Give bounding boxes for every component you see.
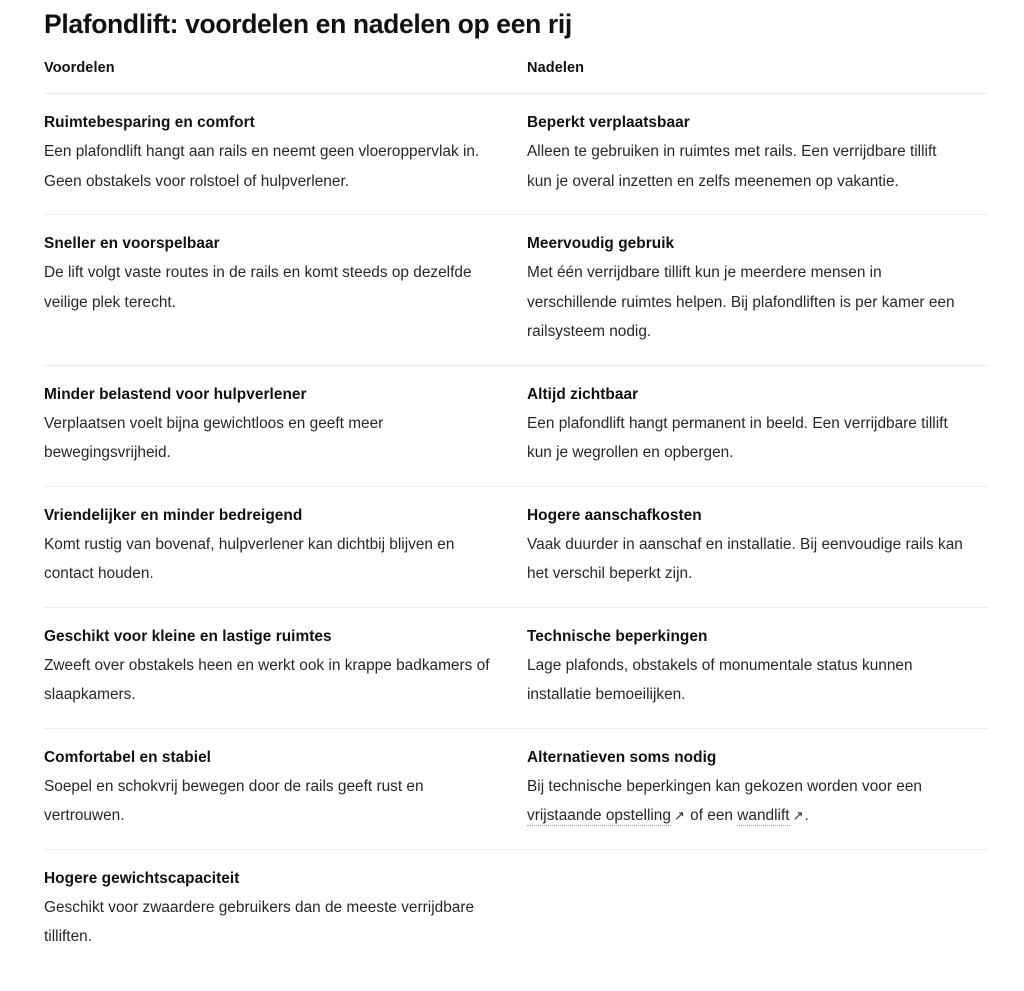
external-link-icon: ↗ bbox=[792, 808, 804, 823]
pro-body: Verplaatsen voelt bijna gewichtloos en geeft meer bewegingsvrijheid. bbox=[44, 414, 384, 461]
pro-body: Soepel en schokvrij bewegen door de rails geeft rust en vertrouwen. bbox=[44, 777, 424, 824]
table-row bbox=[44, 365, 988, 486]
pro-cell bbox=[44, 728, 527, 849]
pro-cell bbox=[44, 215, 527, 366]
pros-cons-table bbox=[44, 58, 988, 970]
link-wandlift[interactable]: wandlift bbox=[737, 807, 790, 824]
table-row bbox=[44, 215, 988, 366]
pro-title: Vriendelijker en minder bedreigend bbox=[44, 506, 303, 524]
table-row bbox=[44, 486, 988, 607]
pro-title: Geschikt voor kleine en lastige ruimtes bbox=[44, 627, 332, 645]
pro-cell bbox=[44, 607, 527, 728]
column-header-pros: Voordelen bbox=[44, 58, 527, 94]
table-row bbox=[44, 849, 988, 970]
con-body-middle: of een bbox=[685, 807, 738, 824]
con-cell-empty bbox=[527, 849, 988, 970]
pro-title: Minder belastend voor hulpverlener bbox=[44, 385, 307, 403]
con-body: Vaak duurder in aanschaf en installatie. Bij eenvoudige rails kan het verschil beperkt zijn. bbox=[527, 535, 963, 582]
pro-cell bbox=[44, 365, 527, 486]
column-header-cons: Nadelen bbox=[527, 58, 988, 94]
pro-title: Ruimtebesparing en comfort bbox=[44, 114, 255, 131]
con-title: Beperkt verplaatsbaar bbox=[527, 114, 690, 131]
external-link-icon: ↗ bbox=[673, 808, 685, 823]
con-title: Meervoudig gebruik bbox=[527, 235, 675, 252]
con-cell bbox=[527, 94, 988, 215]
con-body-lead: Bij technische beperkingen kan gekozen worden voor een bbox=[527, 777, 922, 795]
con-cell bbox=[527, 365, 988, 486]
con-body: Alleen te gebruiken in ruimtes met rails. Een verrijdbare tillift kun je overal inzetten en zelfs meenemen op vakantie. bbox=[527, 143, 937, 190]
con-body-with-links bbox=[527, 772, 964, 831]
table-row bbox=[44, 94, 988, 215]
pro-body: De lift volgt vaste routes in de rails en komt steeds op dezelfde veilige plek terecht. bbox=[44, 264, 472, 311]
pro-cell bbox=[44, 849, 527, 970]
con-title: Technische beperkingen bbox=[527, 627, 708, 645]
pro-body: Zweeft over obstakels heen en werkt ook in krappe badkamers of slaapkamers. bbox=[44, 656, 490, 703]
empty-placeholder bbox=[527, 868, 964, 869]
table-header-row bbox=[44, 58, 988, 94]
pro-cell bbox=[44, 486, 527, 607]
table-row bbox=[44, 728, 988, 849]
table-body bbox=[44, 94, 988, 970]
table-header bbox=[44, 58, 988, 94]
pro-body: Een plafondlift hangt aan rails en neemt geen vloeroppervlak in. Geen obstakels voor rolstoel of hulpverlener. bbox=[44, 143, 480, 190]
con-cell bbox=[527, 486, 988, 607]
pro-cell bbox=[44, 94, 527, 215]
con-cell bbox=[527, 215, 988, 366]
pro-title: Comfortabel en stabiel bbox=[44, 748, 212, 766]
table-row bbox=[44, 607, 988, 728]
con-title: Altijd zichtbaar bbox=[527, 385, 639, 403]
link-vrijstaande-opstelling[interactable]: vrijstaande opstelling bbox=[527, 807, 671, 824]
pro-title: Sneller en voorspelbaar bbox=[44, 235, 220, 252]
con-body-tail: . bbox=[804, 807, 809, 824]
con-title: Hogere aanschafkosten bbox=[527, 506, 702, 524]
con-cell bbox=[527, 607, 988, 728]
pro-body: Komt rustig van bovenaf, hulpverlener kan dichtbij blijven en contact houden. bbox=[44, 535, 455, 582]
con-body: Met één verrijdbare tillift kun je meerdere mensen in verschillende ruimtes helpen. Bij plafondliften is per kamer een railsysteem nodig. bbox=[527, 264, 955, 340]
con-body: Lage plafonds, obstakels of monumentale status kunnen installatie bemoeilijken. bbox=[527, 656, 913, 703]
page-title: Plafondlift: voordelen en nadelen op een rij bbox=[44, 9, 572, 39]
pro-body: Geschikt voor zwaardere gebruikers dan de meeste verrijdbare tilliften. bbox=[44, 898, 475, 945]
pro-title: Hogere gewichtscapaciteit bbox=[44, 869, 240, 887]
con-body: Een plafondlift hangt permanent in beeld. Een verrijdbare tillift kun je wegrollen en opbergen. bbox=[527, 414, 948, 461]
con-cell bbox=[527, 728, 988, 849]
con-title: Alternatieven soms nodig bbox=[527, 748, 717, 766]
